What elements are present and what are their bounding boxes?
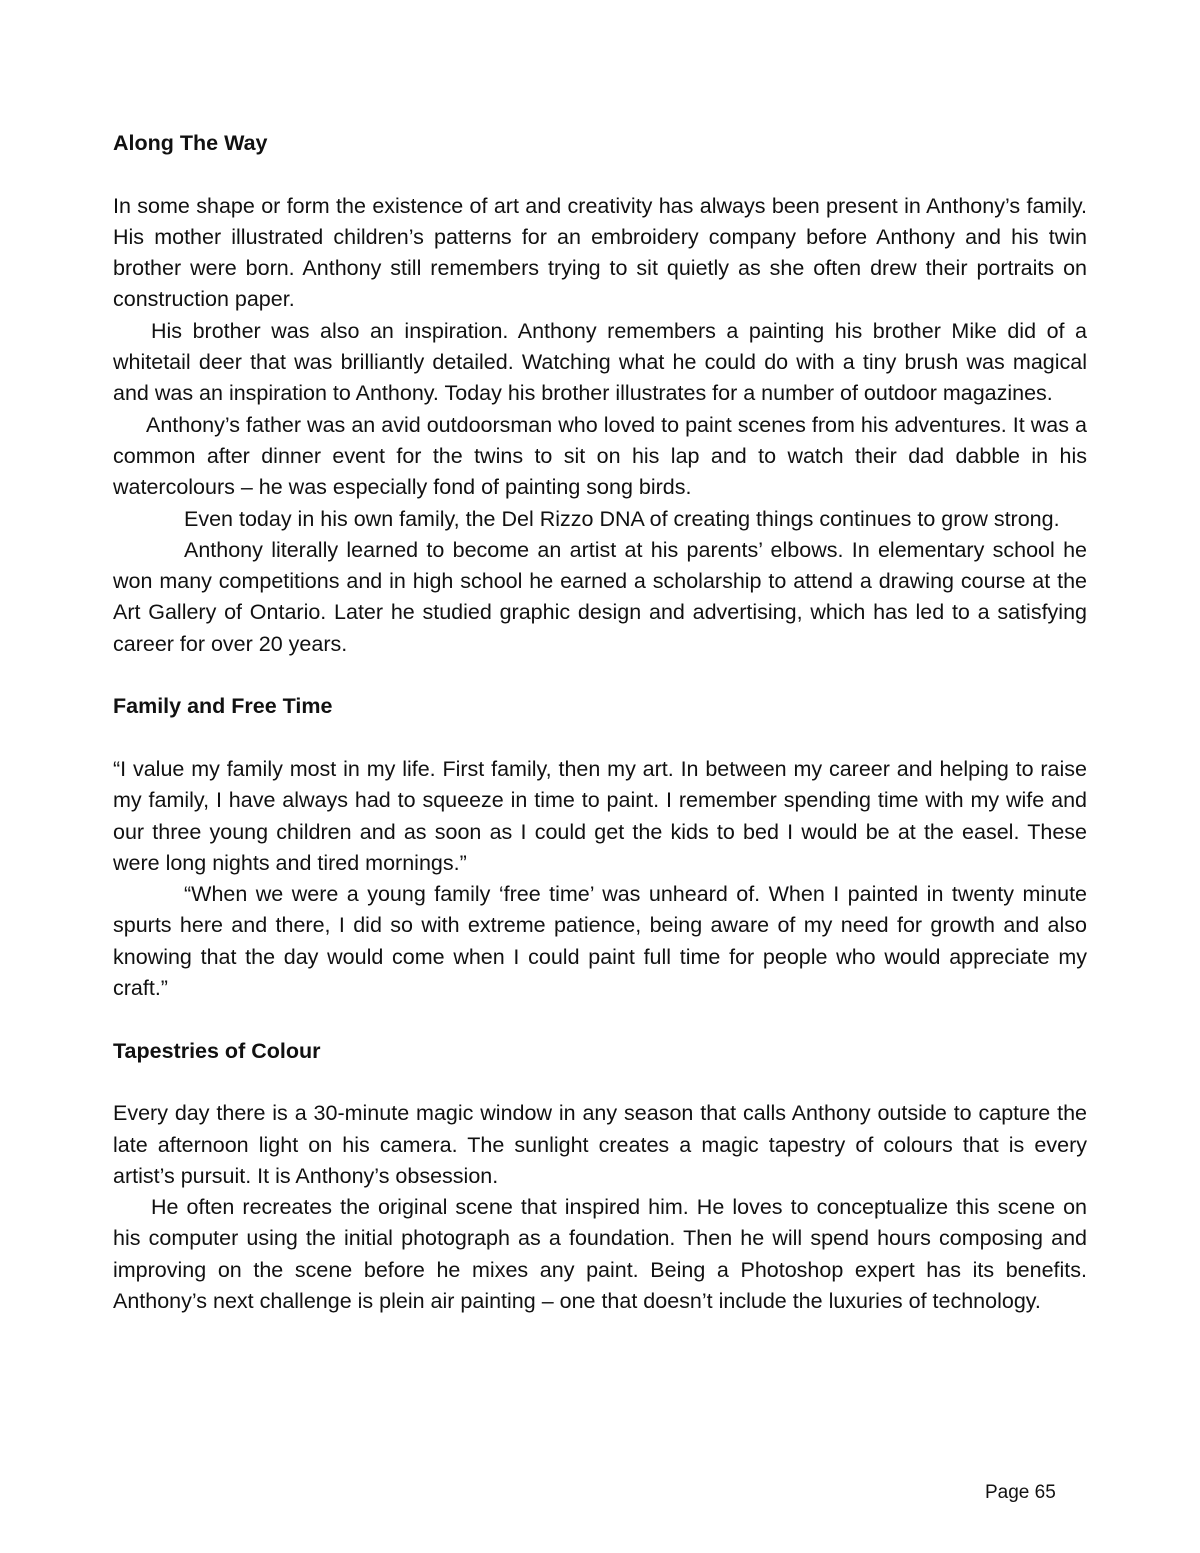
paragraph: Anthony’s father was an avid outdoorsman who loved to paint scenes from his adventures. It was a common after dinner event for the twins to sit on his lap and to watch their dad dabble in his watercolours – he was especially fond of painting song birds.	[113, 412, 1087, 500]
section-along-the-way	[113, 128, 1087, 660]
page-number: Page 65	[985, 1482, 1056, 1503]
paragraph: “I value my family most in my life. First family, then my art. In between my career and helping to raise my family, I have always had to squeeze in time to paint. I remember spending time with my wife and our three young children and as soon as I could get the kids to bed I would be at the easel. These were long nights and tired mornings.”	[113, 756, 1087, 875]
paragraph: In some shape or form the existence of art and creativity has always been present in Anthony’s family. His mother illustrated children’s patterns for an embroidery company before Anthony and his twin brother were born. Anthony still remembers trying to sit quietly as she often drew their portraits on construction paper.	[113, 193, 1087, 312]
paragraph: Anthony literally learned to become an artist at his parents’ elbows. In elementary school he won many competitions and in high school he earned a scholarship to attend a drawing course at the Art Gallery of Ontario. Later he studied graphic design and advertising, which has led to a satisfying career for over 20 years.	[113, 537, 1087, 656]
section-heading: Tapestries of Colour	[113, 1038, 321, 1063]
paragraph: His brother was also an inspiration. Anthony remembers a painting his brother Mike did of a whitetail deer that was brilliantly detailed. Watching what he could do with a tiny brush was magical and was an inspiration to Anthony. Today his brother illustrates for a number of outdoor magazines.	[113, 318, 1087, 406]
section-heading: Along The Way	[113, 131, 268, 155]
section-tapestries-of-colour	[113, 1036, 1087, 1318]
paragraph: “When we were a young family ‘free time’ was unheard of. When I painted in twenty minute spurts here and there, I did so with extreme patience, being aware of my need for growth and also knowing that the day would come when I could paint full time for people who would appreciate my craft.”	[113, 882, 1087, 1001]
section-heading: Family and Free Time	[113, 694, 333, 719]
paragraph: He often recreates the original scene that inspired him. He loves to conceptualize this scene on his computer using the initial photograph as a foundation. Then he will spend hours composing and improving on the scene before he mixes any paint. Being a Photoshop expert has its benefits. Anthony’s next challenge is plein air painting – one that doesn’t include the luxuries of technology.	[113, 1195, 1087, 1313]
paragraph: Every day there is a 30-minute magic window in any season that calls Anthony outside to capture the late afternoon light on his camera. The sunlight creates a magic tapestry of colours that is every artist’s pursuit. It is Anthony’s obsession.	[113, 1101, 1087, 1188]
section-family-and-free-time	[113, 691, 1087, 1004]
paragraph: Even today in his own family, the Del Rizzo DNA of creating things continues to grow strong.	[184, 506, 1060, 531]
document-page	[113, 128, 1087, 1349]
